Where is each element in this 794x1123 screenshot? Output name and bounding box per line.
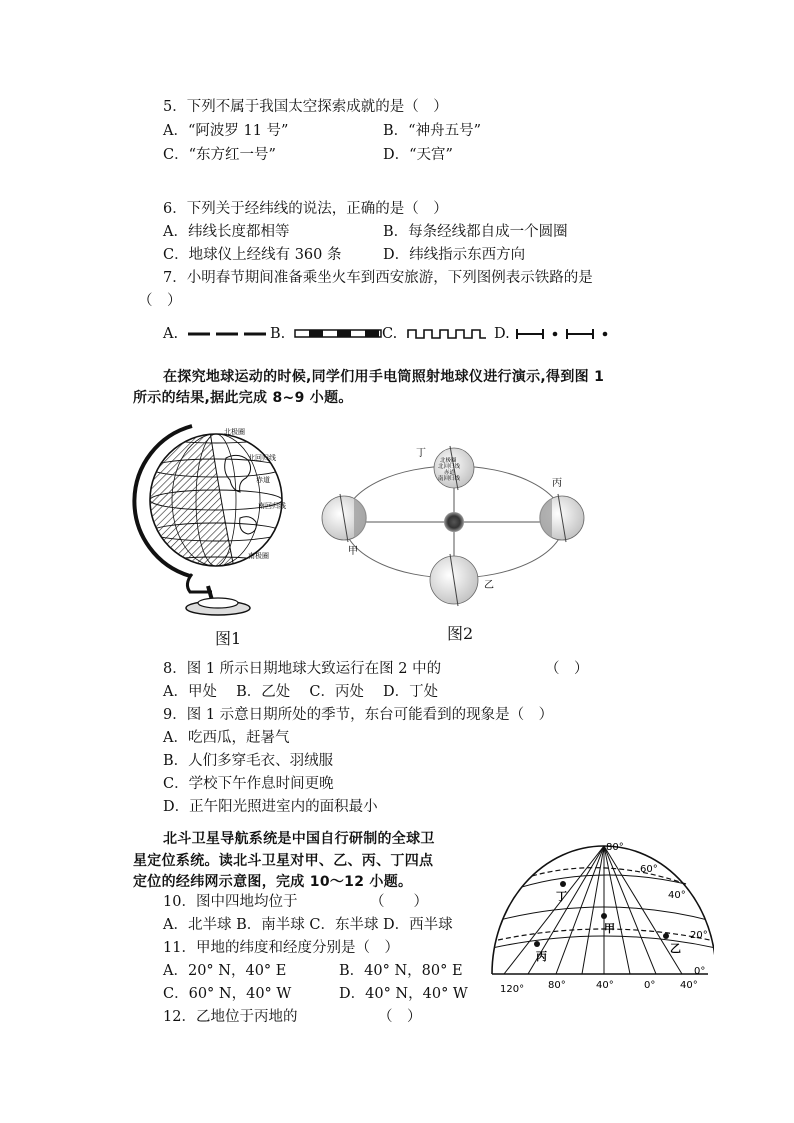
q9-option-b: B．人们多穿毛衣、羽绒服: [163, 753, 334, 769]
figure1-caption: 图1: [215, 629, 242, 648]
lat-label-40: 40°: [668, 890, 686, 901]
grid-point-ding: 丁: [556, 890, 567, 903]
q9-option-d: D．正午阳光照进室内的面积最小: [163, 799, 378, 815]
legend-dashed-line-icon: [186, 326, 268, 342]
q7-option-c-label: C.: [382, 326, 398, 342]
lat-label-20: 20°: [690, 930, 708, 941]
q9-option-a: A．吃西瓜，赶暑气: [163, 730, 290, 746]
globe-figure: [130, 418, 300, 618]
q6-option-d: D．纬线指示东西方向: [383, 247, 526, 263]
q5-stem: 5．下列不属于我国太空探索成就的是（ ）: [163, 99, 448, 115]
q7-option-a-label: A.: [163, 326, 179, 342]
globe-label-arctic-circle: 北极圈: [224, 428, 245, 436]
q7-stem: 7．小明春节期间准备乘坐火车到西安旅游，下列图例表示铁路的是: [163, 270, 593, 286]
lon-label-80: 80°: [548, 980, 566, 991]
q5-option-b: B．“神舟五号”: [383, 123, 481, 139]
lat-lon-grid-map: [486, 836, 714, 1000]
intro-8-9-line1: 在探究地球运动的时候,同学们用手电筒照射地球仪进行演示,得到图 1: [163, 369, 605, 385]
q6-stem: 6．下列关于经纬线的说法，正确的是（ ）: [163, 201, 448, 217]
orbit-label-capricorn: 南回归线: [438, 476, 461, 482]
q11-option-d: D．40° N，40° W: [339, 986, 468, 1002]
orbit-position-yi: 乙: [484, 580, 494, 591]
q10-stem: 10．图中四地均位于: [163, 894, 298, 910]
lon-label-0: 0°: [644, 980, 656, 991]
lon-label-40e: 40°: [680, 980, 698, 991]
globe-label-tropic-capricorn: 南回归线: [258, 502, 286, 510]
q7-option-b-label: B.: [270, 326, 286, 342]
q10-blank: （ ）: [370, 894, 428, 910]
q6-option-b: B．每条经线都自成一个圆圈: [383, 224, 568, 240]
legend-border-dot-icon: [514, 326, 610, 342]
grid-point-bing: 丙: [536, 950, 547, 963]
q5-option-d: D．“天宫”: [383, 147, 453, 163]
orbit-position-jia: 甲: [348, 546, 358, 557]
q8-options: A．甲处 B．乙处 C．丙处 D．丁处: [163, 684, 439, 700]
lat-label-80: 80°: [606, 842, 624, 853]
lon-label-120: 120°: [500, 984, 525, 995]
q11-stem: 11．甲地的纬度和经度分别是（ ）: [163, 940, 399, 956]
q11-option-c: C．60° N，40° W: [163, 986, 292, 1002]
orbit-label-equator: 赤道: [444, 470, 456, 476]
globe-label-equator: 赤道: [256, 476, 270, 484]
lon-label-40w: 40°: [596, 980, 614, 991]
orbit-label-cancer: 北回归线: [438, 464, 461, 470]
q9-option-c: C．学校下午作息时间更晚: [163, 776, 334, 792]
grid-point-jia: 甲: [604, 922, 615, 935]
legend-boundary-wave-icon: [406, 326, 488, 342]
intro-10-12-line1: 北斗卫星导航系统是中国自行研制的全球卫: [163, 831, 435, 847]
intro-10-12-line3: 定位的经纬网示意图，完成 10～12 小题。: [133, 874, 413, 890]
legend-railway-icon: [294, 327, 384, 341]
grid-point-yi: 乙: [670, 942, 681, 955]
orbit-position-bing: 丙: [552, 478, 562, 489]
q11-option-b: B．40° N，80° E: [339, 963, 463, 979]
orbit-position-ding: 丁: [416, 448, 426, 459]
orbit-label-arctic: 北极圈: [440, 458, 457, 464]
q6-option-c: C．地球仪上经线有 360 条: [163, 247, 342, 263]
q5-option-c: C．“东方红一号”: [163, 147, 276, 163]
q11-option-a: A．20° N，40° E: [163, 963, 287, 979]
figure2-caption: 图2: [447, 624, 474, 643]
earth-orbit-figure: [318, 438, 590, 610]
q5-option-a: A．“阿波罗 11 号”: [163, 123, 289, 139]
q8-blank: （ ）: [545, 661, 589, 677]
q12-blank: （ ）: [378, 1009, 422, 1025]
q8-stem: 8．图 1 所示日期地球大致运行在图 2 中的: [163, 661, 442, 677]
q10-options: A．北半球 B．南半球 C．东半球 D．西半球: [163, 917, 453, 933]
q9-stem: 9．图 1 示意日期所处的季节，东台可能看到的现象是（ ）: [163, 707, 554, 723]
lat-label-0: 0°: [694, 966, 706, 977]
q12-stem: 12．乙地位于丙地的: [163, 1009, 298, 1025]
intro-10-12-line2: 星定位系统。读北斗卫星对甲、乙、丙、丁四点: [133, 853, 434, 869]
q7-option-d-label: D.: [494, 326, 510, 342]
globe-label-antarctic-circle: 南极圈: [248, 552, 269, 560]
q6-option-a: A．纬线长度都相等: [163, 224, 290, 240]
lat-label-60: 60°: [640, 864, 658, 875]
globe-label-tropic-cancer: 北回归线: [248, 454, 276, 462]
intro-8-9-line2: 所示的结果,据此完成 8~9 小题。: [133, 390, 353, 406]
q7-blank: （ ）: [138, 293, 182, 309]
